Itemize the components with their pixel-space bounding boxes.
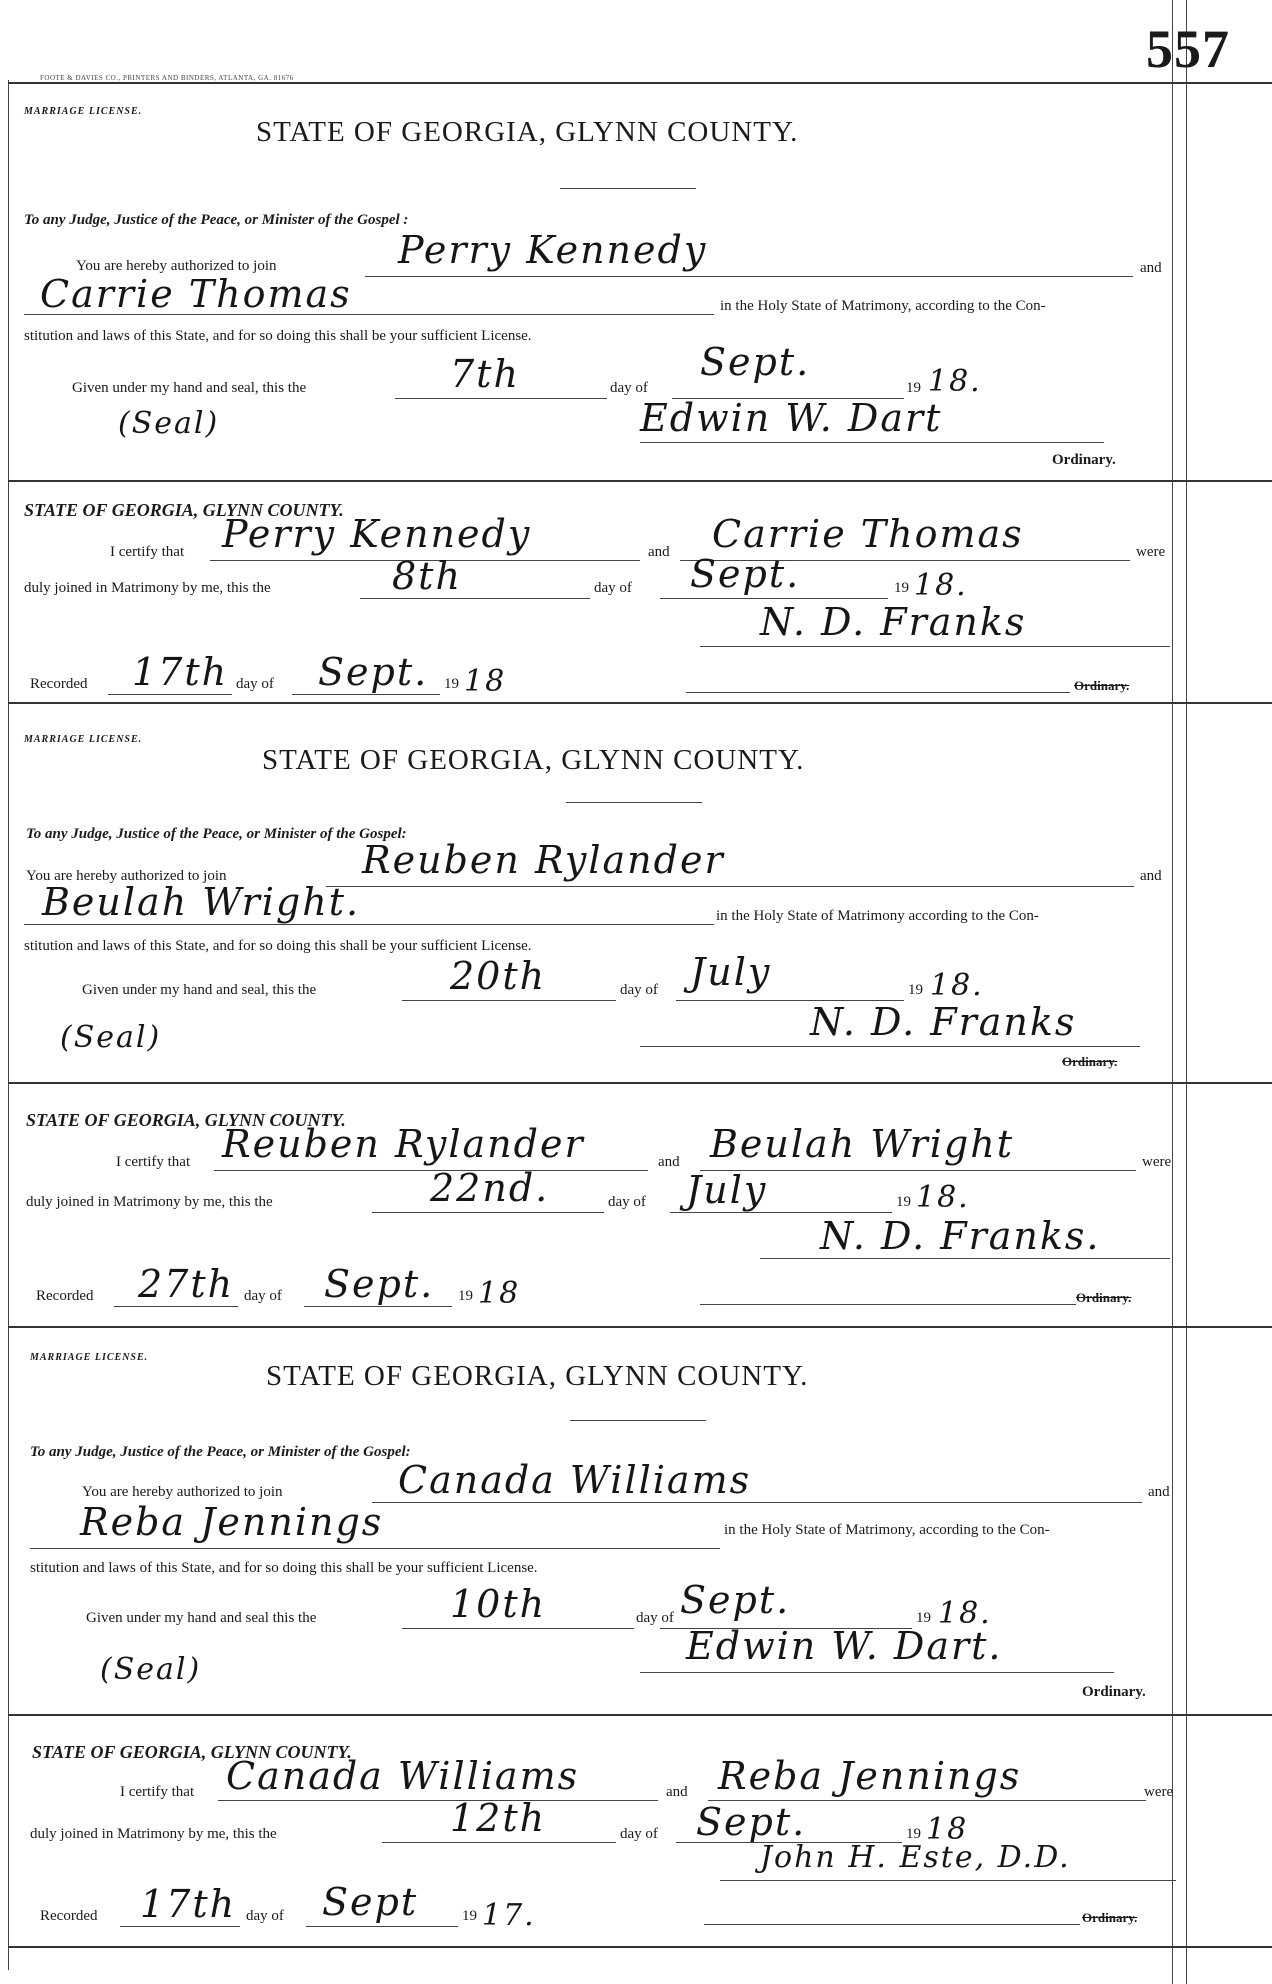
ordinary-text: Ordinary. [1052,452,1116,468]
authorized-text: You are hereby authorized to join [82,1484,283,1500]
recorded-year: 18 [464,664,507,699]
recorded-text: Recorded [40,1908,98,1924]
cert-month: Sept. [690,552,801,596]
recorded-month-line [292,694,440,695]
were-text: were [1144,1784,1174,1800]
title-underline [570,1420,706,1421]
bride-name: Beulah Wright. [42,880,361,924]
bride-line [24,314,714,315]
cert-year: 18 [926,1812,969,1847]
joined-text: duly joined in Matrimony by me, this the [24,580,271,596]
holy-state-text: in the Holy State of Matrimony, according to the Con- [720,298,1046,314]
license-label: MARRIAGE LICENSE. [24,734,143,745]
judge-line: To any Judge, Justice of the Peace, or Minister of the Gospel: [26,826,407,842]
certificate-header: STATE OF GEORGIA, GLYNN COUNTY. [26,1110,346,1130]
given-text: Given under my hand and seal this the [86,1610,317,1626]
cert-month: July [686,1168,768,1212]
given-text: Given under my hand and seal, this the [72,380,307,396]
officiant-line [700,646,1170,647]
license-label: MARRIAGE LICENSE. [24,106,143,117]
judge-line: To any Judge, Justice of the Peace, or Minister of the Gospel: [30,1444,411,1460]
recorded-day: 27th [138,1262,235,1306]
signature-line [640,1046,1140,1047]
cert-day-line [372,1212,604,1213]
cert-groom: Canada Williams [226,1754,580,1798]
cert-year-prefix: 19 [894,580,909,596]
constitution-text: stitution and laws of this State, and for so doing this shall be your sufficient License. [24,328,532,344]
cert-day-of: day of [620,1826,658,1842]
joined-text: duly joined in Matrimony by me, this the [30,1826,277,1842]
license-year: 18. [928,364,982,399]
recorded-day-of: day of [246,1908,284,1924]
recorded-ordinary: Ordinary. [1074,678,1130,693]
day-of-text: day of [636,1610,674,1626]
day-of-text: day of [610,380,648,396]
groom-name: Perry Kennedy [398,228,708,272]
signature-line [640,442,1104,443]
license-title: STATE OF GEORGIA, GLYNN COUNTY. [266,1360,809,1392]
cert-day: 22nd. [430,1166,550,1210]
certify-text: I certify that [110,544,185,560]
recorded-ordinary-line [704,1924,1080,1925]
day-line [402,1000,616,1001]
cert-groom: Reuben Rylander [222,1122,585,1166]
entry-rule [8,702,1272,704]
cert-bride: Beulah Wright [710,1122,1014,1166]
recorded-month-line [304,1306,452,1307]
cert-day-line [360,598,590,599]
groom-line [372,1502,1142,1503]
cert-day: 12th [450,1796,547,1840]
cert-month-line [670,1212,892,1213]
left-margin-line [8,80,9,1970]
license-month: Sept. [680,1578,791,1622]
officiant-line [760,1258,1170,1259]
cert-groom-line [218,1800,658,1801]
recorded-ordinary-line [686,692,1070,693]
groom-line [365,276,1133,277]
right-margin-line-2 [1186,0,1187,1984]
recorded-day: 17th [140,1882,237,1926]
day-line [402,1628,634,1629]
license-year: 18. [930,968,984,1003]
holy-state-text: in the Holy State of Matrimony according to the Con- [716,908,1039,924]
ordinary-text: Ordinary. [1062,1054,1118,1069]
year-prefix: 19 [916,1610,931,1626]
certificate-header: STATE OF GEORGIA, GLYNN COUNTY. [32,1742,352,1762]
page-number: 557 [1146,19,1230,79]
recorded-ordinary: Ordinary. [1076,1290,1132,1305]
cert-and: and [666,1784,688,1800]
authorized-text: You are hereby authorized to join [76,258,277,274]
officiant-signature: John H. Este, D.D. [760,1840,1071,1875]
cert-month: Sept. [696,1800,807,1844]
section-rule [8,1714,1272,1716]
year-prefix: 19 [908,982,923,998]
license-signature: N. D. Franks [810,1000,1077,1044]
recorded-year-prefix: 19 [458,1288,473,1304]
top-rule [8,82,1272,84]
license-title: STATE OF GEORGIA, GLYNN COUNTY. [256,116,799,148]
recorded-day-of: day of [236,676,274,692]
certificate-header: STATE OF GEORGIA, GLYNN COUNTY. [24,500,344,520]
recorded-month-line [306,1926,458,1927]
bride-name: Carrie Thomas [40,272,352,316]
recorded-day-line [108,694,232,695]
seal: (Seal) [100,1652,202,1687]
cert-bride: Reba Jennings [718,1754,1022,1798]
were-text: were [1142,1154,1172,1170]
year-prefix: 19 [906,380,921,396]
and-text: and [1140,868,1162,884]
recorded-year: 17. [482,1898,536,1933]
recorded-month: Sept [322,1880,419,1924]
title-underline [566,802,702,803]
and-text: and [1140,260,1162,276]
constitution-text: stitution and laws of this State, and for so doing this shall be your sufficient License. [24,938,532,954]
license-day: 10th [450,1582,547,1626]
recorded-ordinary-line [700,1304,1076,1305]
bottom-rule [8,1946,1272,1948]
license-month: Sept. [700,340,811,384]
cert-day-of: day of [608,1194,646,1210]
cert-bride: Carrie Thomas [712,512,1024,556]
cert-groom: Perry Kennedy [222,512,532,556]
license-day: 20th [450,954,547,998]
cert-day-line [382,1842,616,1843]
section-rule [8,480,1272,482]
right-margin-line [1172,0,1173,1984]
cert-month-line [660,598,888,599]
recorded-text: Recorded [30,676,88,692]
day-of-text: day of [620,982,658,998]
constitution-text: stitution and laws of this State, and for so doing this shall be your sufficient License. [30,1560,538,1576]
judge-line: To any Judge, Justice of the Peace, or Minister of the Gospel : [24,212,409,228]
cert-year-prefix: 19 [896,1194,911,1210]
cert-year: 18. [914,568,968,603]
joined-text: duly joined in Matrimony by me, this the [26,1194,273,1210]
were-text: were [1136,544,1166,560]
license-signature: Edwin W. Dart [640,396,943,440]
recorded-text: Recorded [36,1288,94,1304]
recorded-year-prefix: 19 [444,676,459,692]
certify-text: I certify that [116,1154,191,1170]
recorded-day-line [120,1926,240,1927]
license-label: MARRIAGE LICENSE. [30,1352,149,1363]
and-text: and [1148,1484,1170,1500]
license-title: STATE OF GEORGIA, GLYNN COUNTY. [262,744,805,776]
bride-line [24,924,714,925]
recorded-day-of: day of [244,1288,282,1304]
recorded-ordinary: Ordinary. [1082,1910,1138,1925]
license-year: 18. [938,1596,992,1631]
day-line [395,398,607,399]
groom-name: Reuben Rylander [362,838,725,882]
certify-text: I certify that [120,1784,195,1800]
bride-name: Reba Jennings [80,1500,384,1544]
printer-line: FOOTE & DAVIES CO., PRINTERS AND BINDERS, ATLANTA, GA. 81676 [40,74,294,82]
seal: (Seal) [60,1020,162,1055]
officiant-signature: N. D. Franks. [820,1214,1101,1258]
recorded-year-prefix: 19 [462,1908,477,1924]
groom-line [326,886,1134,887]
entry-rule [8,1326,1272,1328]
officiant-signature: N. D. Franks [760,600,1027,644]
cert-and: and [658,1154,680,1170]
recorded-year: 18 [478,1276,521,1311]
cert-and: and [648,544,670,560]
seal: (Seal) [118,406,220,441]
license-day: 7th [450,352,520,396]
holy-state-text: in the Holy State of Matrimony, according to the Con- [724,1522,1050,1538]
recorded-day: 17th [132,650,229,694]
title-underline [560,188,696,189]
recorded-day-line [114,1306,238,1307]
given-text: Given under my hand and seal, this the [82,982,317,998]
groom-name: Canada Williams [398,1458,752,1502]
cert-year-prefix: 19 [906,1826,921,1842]
cert-day: 8th [392,554,462,598]
license-signature: Edwin W. Dart. [686,1624,1003,1668]
bride-line [30,1548,720,1549]
signature-line [640,1672,1114,1673]
cert-year: 18. [916,1180,970,1215]
recorded-month: Sept. [324,1262,435,1306]
authorized-text: You are hereby authorized to join [26,868,227,884]
section-rule [8,1082,1272,1084]
cert-day-of: day of [594,580,632,596]
ordinary-text: Ordinary. [1082,1684,1146,1700]
recorded-month: Sept. [318,650,429,694]
officiant-line [720,1880,1176,1881]
license-month: July [690,950,772,994]
